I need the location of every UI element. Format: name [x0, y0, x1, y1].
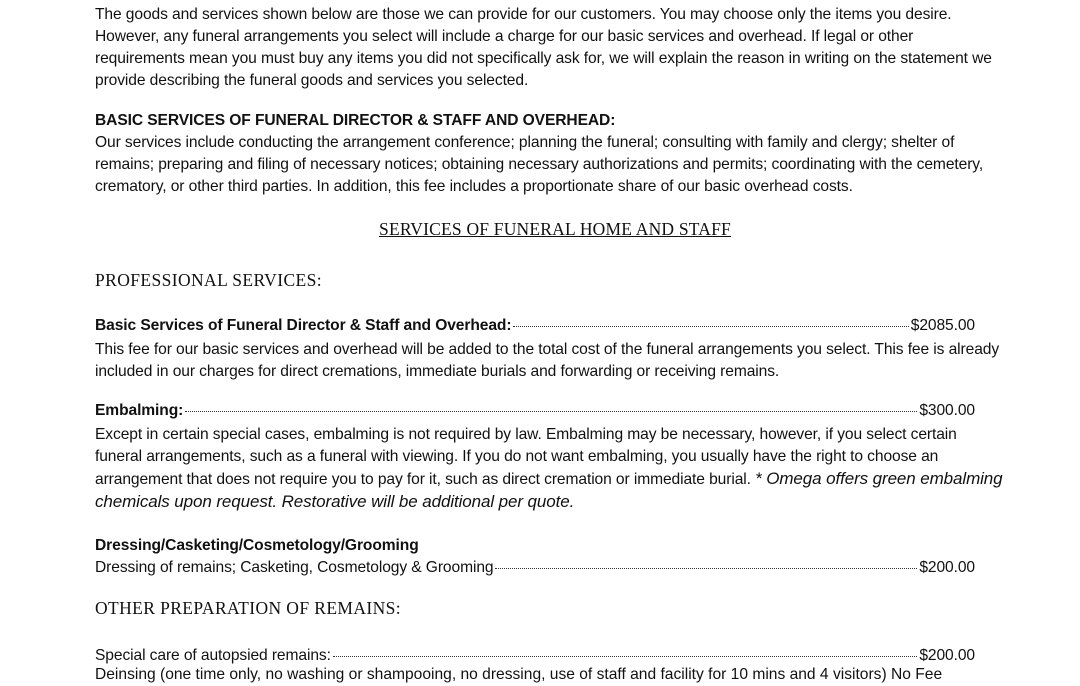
basic-services-price: $2085.00: [910, 317, 975, 334]
leader-dots: [513, 326, 908, 327]
embalming-price: $300.00: [919, 402, 975, 419]
embalming-label: Embalming:: [95, 402, 184, 419]
basic-services-heading: BASIC SERVICES OF FUNERAL DIRECTOR & STAFF AND OVERHEAD:: [95, 112, 616, 129]
intro-paragraph: The goods and services shown below are those we can provide for our customers. You may choose only the items you desire. However, any funeral arrangements you select will include a charge for our basic services and overhead. If legal or other requirements mean you must buy any items you did not specifically ask for, we will explain the reason in writing on the statement we provide describing the funeral goods and services you selected.: [95, 6, 992, 89]
embalming-description: [95, 424, 1005, 514]
leader-dots: [495, 568, 917, 569]
basic-services-label: Basic Services of Funeral Director & Staff and Overhead:: [95, 317, 512, 334]
autopsied-price: $200.00: [919, 647, 975, 664]
autopsied-label: Special care of autopsied remains:: [95, 647, 331, 664]
basic-services-row: [95, 315, 975, 337]
main-title: SERVICES OF FUNERAL HOME AND STAFF: [379, 219, 731, 239]
section-professional-services: PROFESSIONAL SERVICES:: [95, 270, 323, 290]
basic-services-description: This fee for our basic services and overhead will be added to the total cost of the funeral arrangements you select. This fee is already included in our charges for direct cremations, immediate burials and forwarding or receiving remains.: [95, 341, 1000, 380]
section-other-preparation: OTHER PREPARATION OF REMAINS:: [95, 598, 402, 618]
embalming-note: * Omega offers green embalming chemicals upon request. Restorative will be additional per quote.: [95, 469, 1003, 511]
embalming-desc-text: Except in certain special cases, embalming is not required by law. Embalming may be necessary, however, if you select certain funeral arrangements, such as a funeral with viewing. If you do not want embalming, you usually have the right to choose an arrangement that does not require you to pay for it, such as direct cremation or immediate burial.: [95, 426, 957, 488]
dressing-row: [95, 557, 975, 579]
dressing-label: Dressing of remains; Casketing, Cosmetology & Grooming: [95, 559, 494, 576]
embalming-row: [95, 400, 975, 422]
basic-services-text: Our services include conducting the arrangement conference; planning the funeral; consulting with family and clergy; shelter of remains; preparing and filing of necessary notices; obtaining necessary authorizations and permits; coordinating with the cemetery, crematory, or other third parties. In addition, this fee includes a proportionate share of our basic overhead costs.: [95, 134, 984, 195]
dressing-price: $200.00: [919, 559, 975, 576]
partially-visible-line: Deinsing (one time only, no washing or shampooing, no dressing, use of staff and facility for 10 mins and 4 visitors) No Fee: [95, 666, 943, 683]
leader-dots: [185, 411, 917, 412]
dressing-heading: Dressing/Casketing/Cosmetology/Grooming: [95, 537, 419, 554]
leader-dots: [333, 656, 917, 657]
